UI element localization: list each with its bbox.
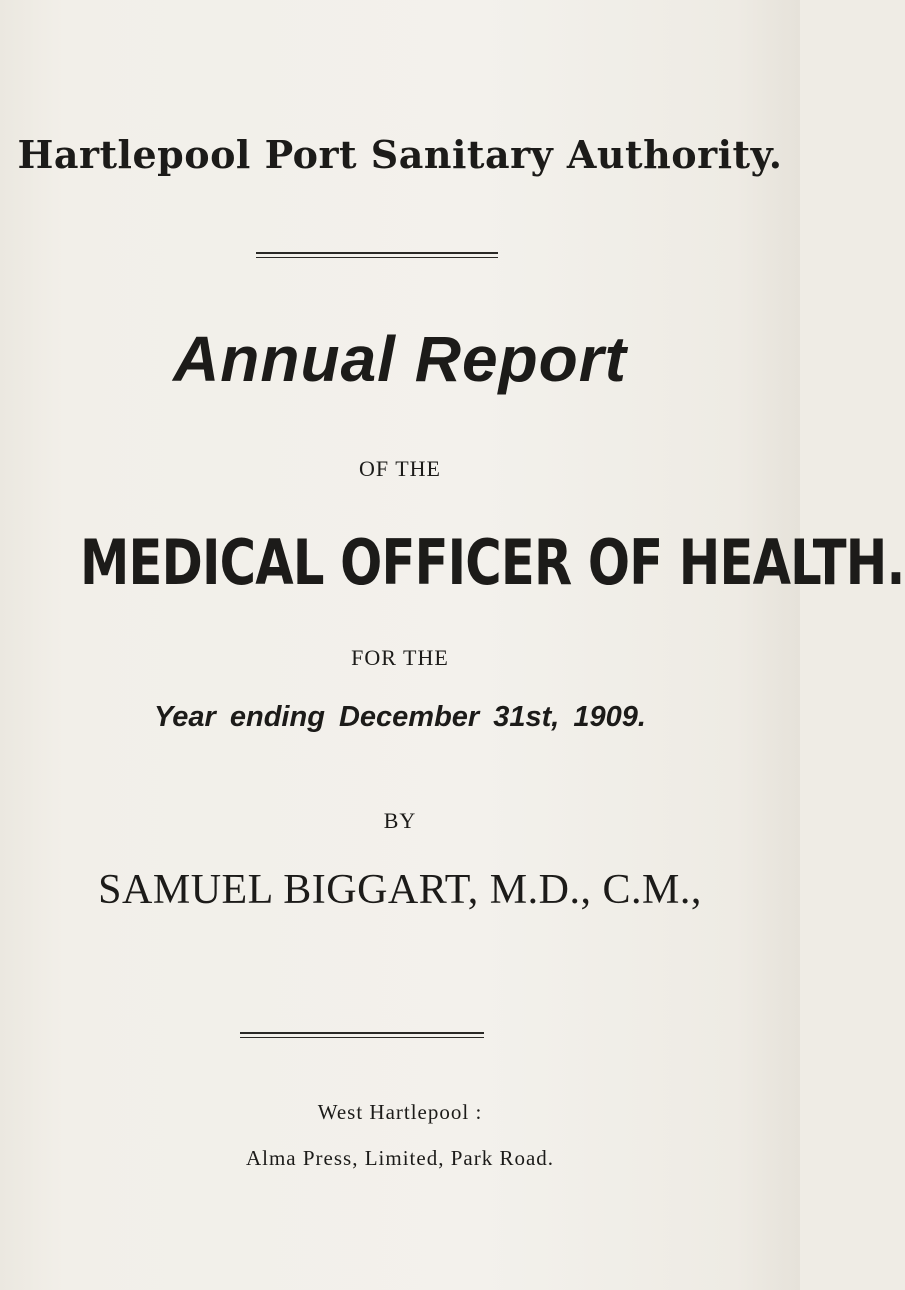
- publication-place: West Hartlepool :: [317, 1100, 483, 1124]
- by-label: BY: [383, 808, 417, 833]
- period-line: Year ending December 31st, 1909.: [154, 701, 646, 733]
- for-the-label: FOR THE: [351, 645, 449, 670]
- top-rule-upper: [256, 252, 498, 254]
- author-name: SAMUEL BIGGART, M.D., C.M.,: [98, 867, 702, 913]
- bottom-rule-upper: [240, 1032, 484, 1034]
- authority-heading: Hartlepool Port Sanitary Authority.: [17, 132, 783, 177]
- report-title: Annual Report: [173, 323, 627, 395]
- bottom-rule-lower: [240, 1037, 484, 1038]
- top-rule-lower: [256, 257, 498, 258]
- office-heading: MEDICAL OFFICER OF HEALTH.: [80, 526, 905, 599]
- of-the-label: OF THE: [359, 456, 441, 481]
- printer-line: Alma Press, Limited, Park Road.: [245, 1146, 555, 1170]
